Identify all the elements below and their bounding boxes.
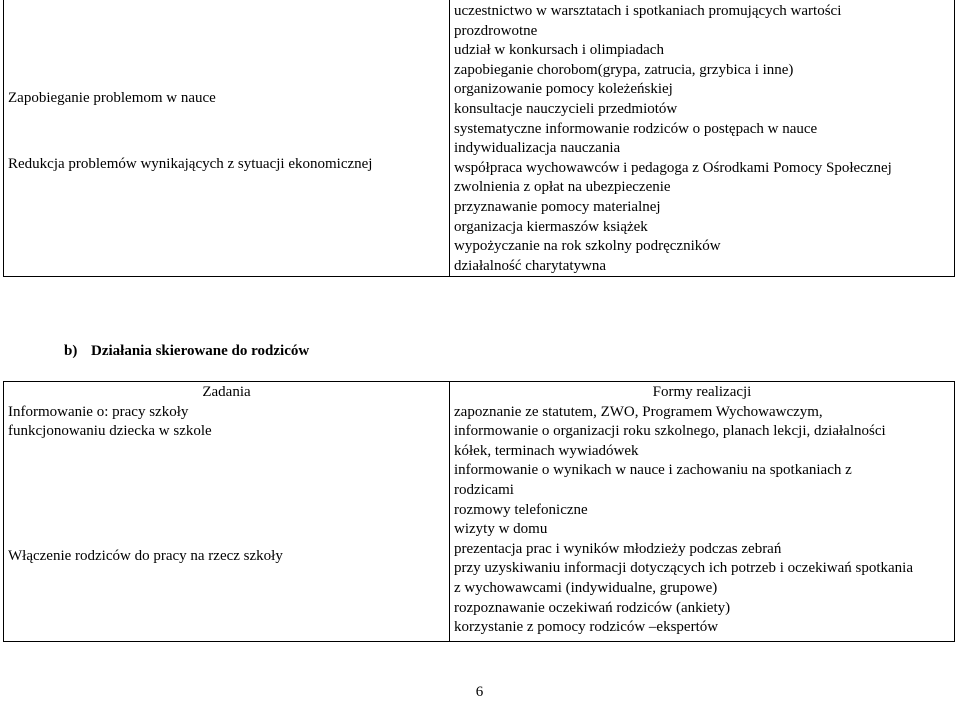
- tasks-cell: [4, 0, 450, 277]
- column-header-forms: Formy realizacji: [652, 384, 752, 400]
- column-header-tasks: Zadania: [202, 384, 251, 400]
- form-item: zwolnienia z opłat na ubezpieczenie: [454, 179, 671, 196]
- form-item: zapoznanie ze statutem, ZWO, Programem Wychowawczym, informowanie o organizacji roku szkolnego, planach lekcji, działalności kółek, terminach wywiadówek: [454, 403, 886, 459]
- form-item: konsultacje nauczycieli przedmiotów: [454, 100, 678, 117]
- task-item: Zapobieganie problemom w nauce: [8, 90, 216, 106]
- form-item: działalność charytatywna: [454, 257, 607, 274]
- forms-column: [450, 382, 955, 642]
- section-title: Działania skierowane do rodziców: [91, 343, 310, 359]
- form-item: zapobieganie chorobom(grypa, zatrucia, grzybica i inne): [454, 61, 794, 78]
- form-item: rozpoznawanie oczekiwań rodziców (ankiety): [454, 599, 731, 616]
- prevention-measures-table: [3, 0, 955, 277]
- form-item: korzystanie z pomocy rodziców –ekspertów: [454, 619, 719, 636]
- form-item: udział w konkursach i olimpiadach: [454, 42, 664, 59]
- task-item: Informowanie o: pracy szkoły funkcjonowaniu dziecka w szkole: [8, 403, 212, 440]
- form-item: wizyty w domu: [454, 521, 548, 538]
- form-item: systematyczne informowanie rodziców o postępach w nauce: [454, 120, 818, 137]
- form-item: indywidualizacja nauczania: [454, 140, 621, 157]
- form-item: uczestnictwo w warsztatach i spotkaniach promujących wartości prozdrowotne: [454, 3, 842, 39]
- section-label: b): [64, 343, 78, 359]
- form-item: przyznawanie pomocy materialnej: [454, 198, 661, 215]
- form-item: przy uzyskiwaniu informacji dotyczących ich potrzeb i oczekiwań spotkania z wychowawcami (indywidualne, grupowe): [454, 560, 913, 596]
- page-number: 6: [475, 684, 484, 700]
- section-heading: [64, 343, 309, 360]
- form-item: organizowanie pomocy koleżeńskiej: [454, 81, 673, 98]
- tasks-column: [4, 382, 450, 642]
- form-item: organizacja kiermaszów książek: [454, 218, 648, 235]
- forms-cell: [450, 0, 955, 277]
- parents-actions-table: [3, 381, 955, 642]
- table-row: [4, 0, 955, 277]
- form-item: informowanie o wynikach w nauce i zachowaniu na spotkaniach z rodzicami: [454, 462, 852, 498]
- form-item: rozmowy telefoniczne: [454, 501, 588, 518]
- form-item: wypożyczanie na rok szkolny podręczników: [454, 238, 721, 255]
- form-item: współpraca wychowawców i pedagoga z Ośrodkami Pomocy Społecznej: [454, 159, 892, 176]
- task-item: Redukcja problemów wynikających z sytuacji ekonomicznej: [8, 155, 373, 172]
- table-header-row: [4, 382, 955, 642]
- task-item: Włączenie rodziców do pracy na rzecz szkoły: [8, 547, 283, 564]
- form-item: prezentacja prac i wyników młodzieży podczas zebrań: [454, 540, 782, 557]
